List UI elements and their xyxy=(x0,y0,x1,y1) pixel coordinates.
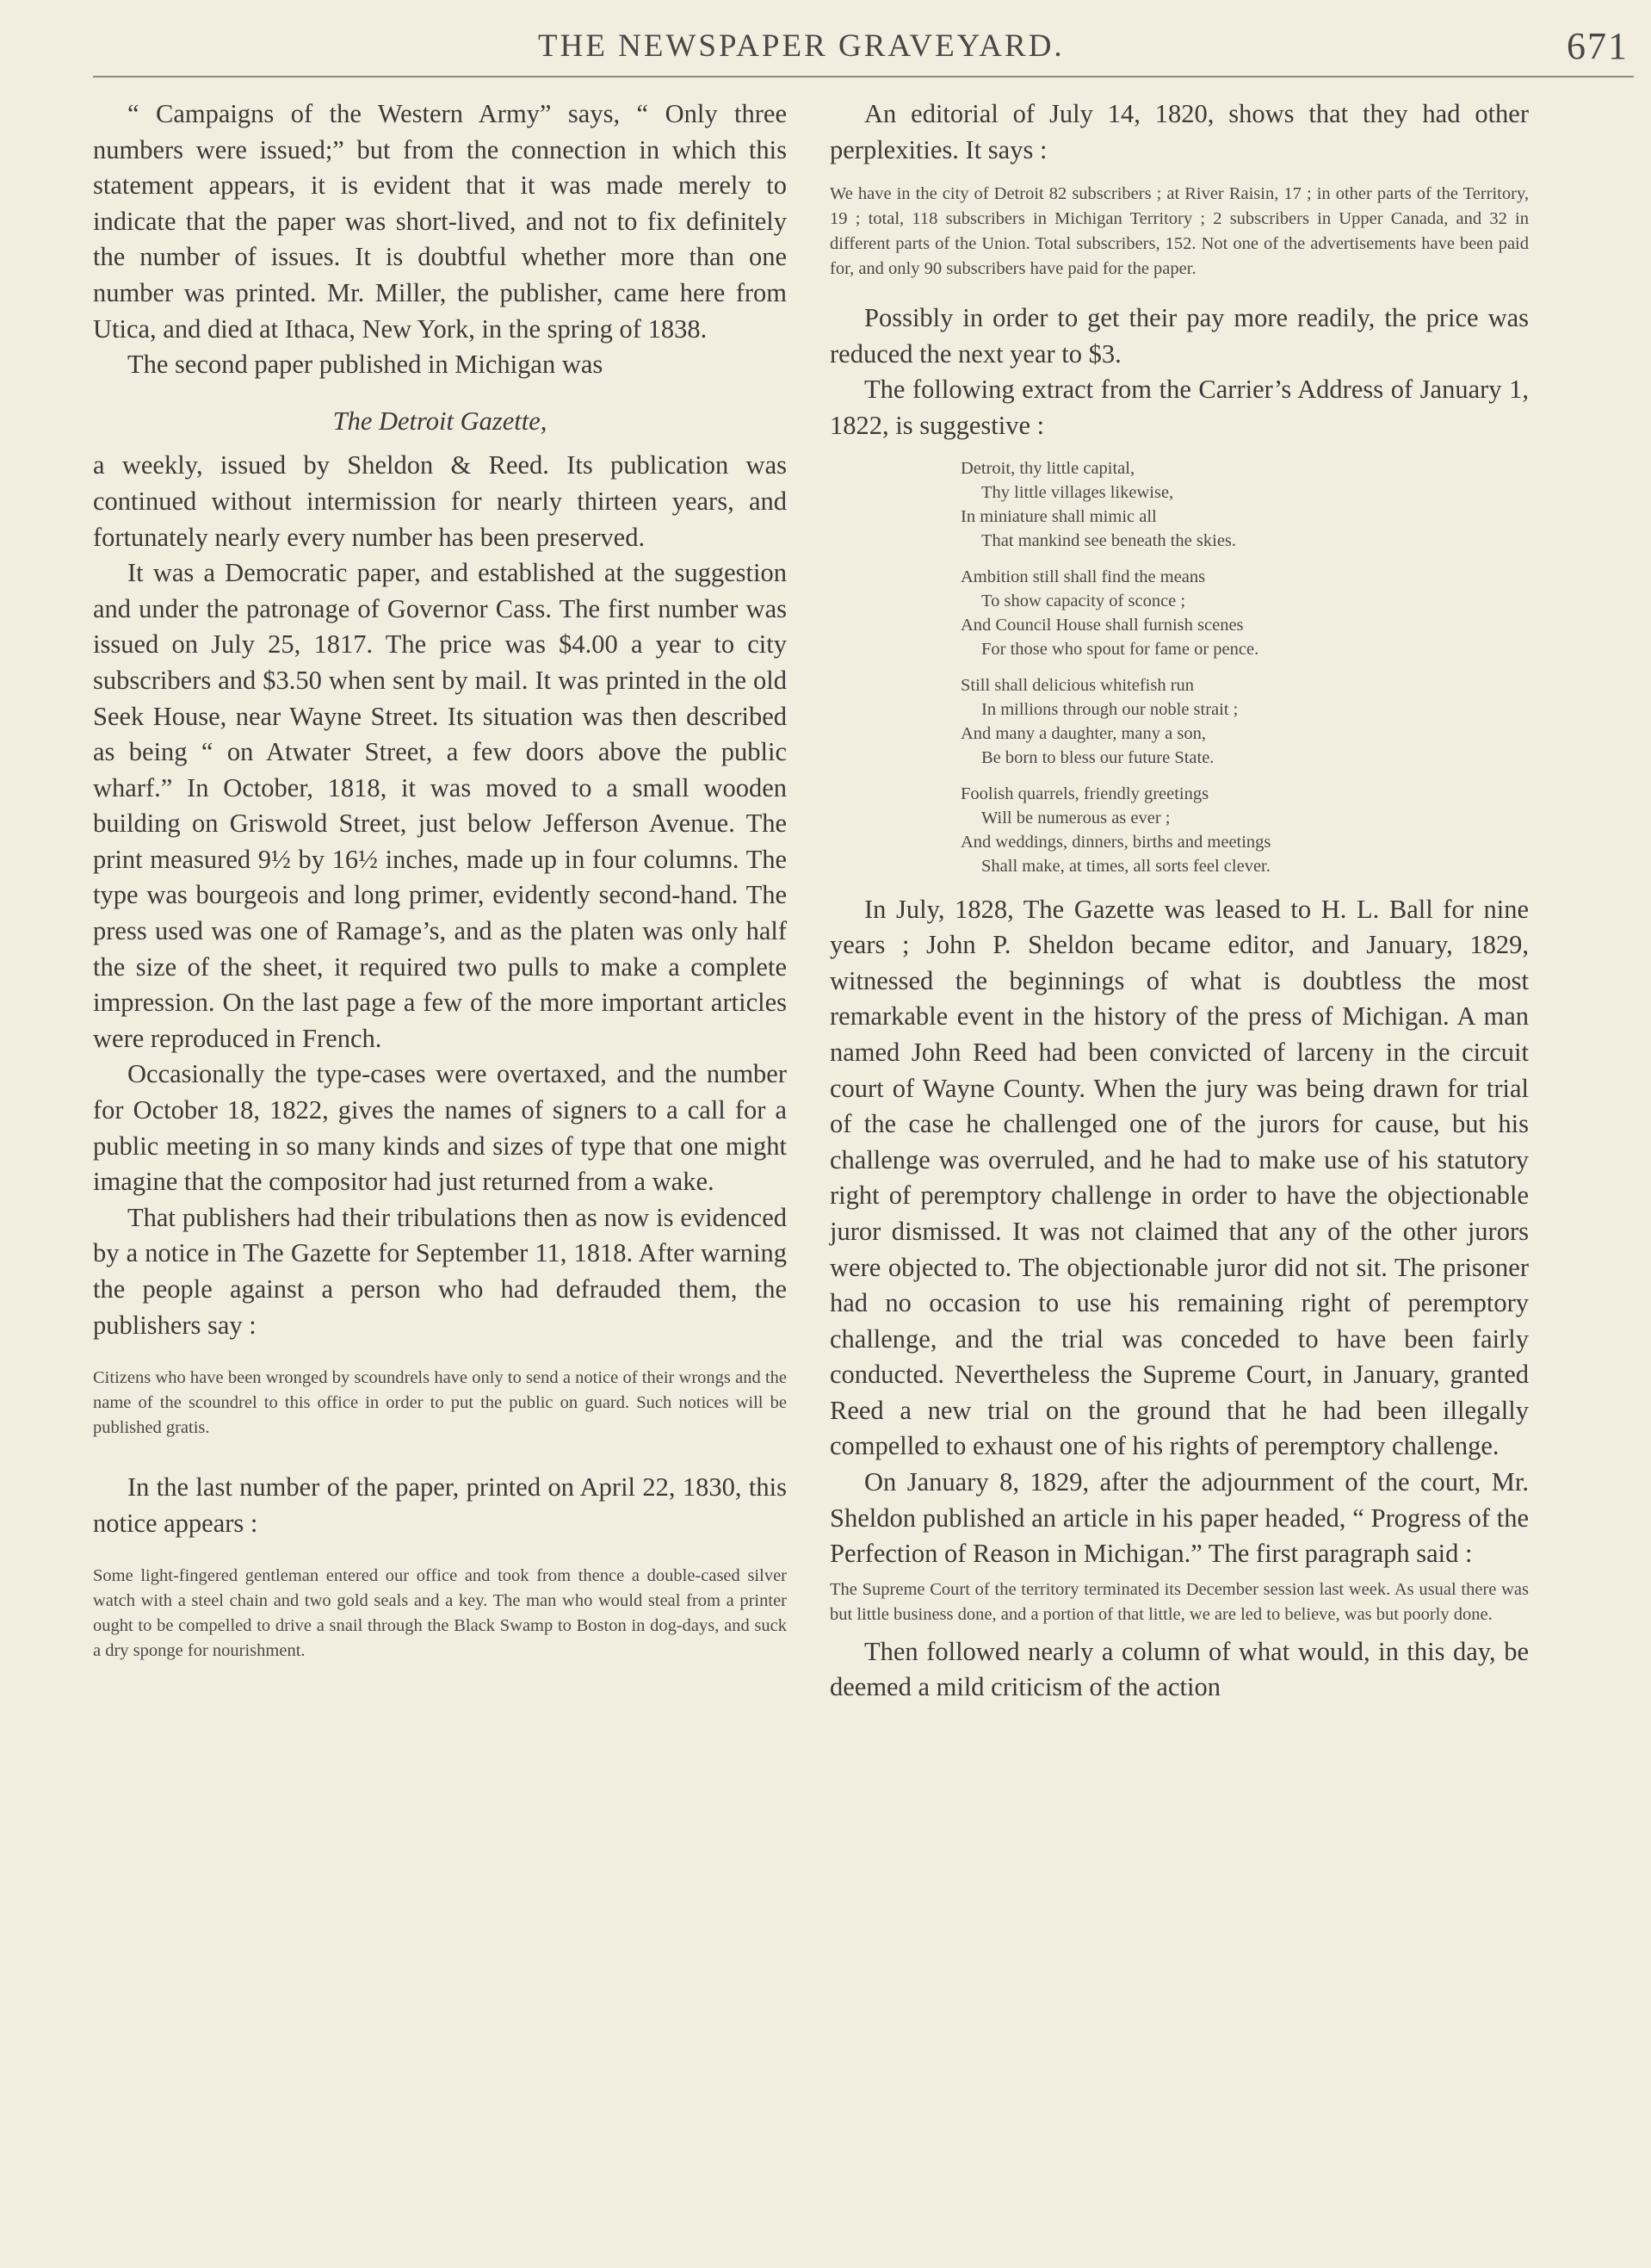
poem-line: And many a daughter, many a son, xyxy=(961,723,1206,743)
poem-line: In millions through our noble strait ; xyxy=(981,699,1239,719)
header-rule xyxy=(93,76,1634,77)
paragraph: The following extract from the Carrier’s Address of January 1, 1822, is suggestive : xyxy=(830,375,1529,440)
poem-stanza xyxy=(961,673,1529,770)
poem-line: For those who spout for fame or pence. xyxy=(981,639,1259,659)
block-quote: The Supreme Court of the territory terminated its December session last week. As usual there was but little business done, and a portion of that little, we are led to believe, was but poorly done. xyxy=(830,1579,1529,1624)
poem-line: Detroit, thy little capital, xyxy=(961,458,1135,478)
paragraph: On January 8, 1829, after the adjournment of the court, Mr. Sheldon published an article in his paper headed, “ Progress of the Perfection of Reason in Michigan.” The first paragraph said : xyxy=(830,1467,1529,1569)
paragraph: In July, 1828, The Gazette was leased to H. L. Ball for nine years ; John P. Sheldon became editor, and January, 1829, witnessed the beginnings of what is doubtless the most remarkable event in the history of the press of Michigan. A man named John Reed had been convicted of larceny in the circuit court of Wayne County. When the jury was being drawn for trial of the case he challenged one of the jurors for cause, but his challenge was overruled, and he had to make use of his statutory right of peremptory challenge in order to have the objectionable juror dismissed. It was not claimed that any of the other jurors were objected to. The objectionable juror did not sit. The prisoner had no occasion to use his remaining right of peremptory challenge, and the trial was conceded to have been fairly conducted. Nevertheless the Supreme Court, in January, granted Reed a new trial on the ground that he had been illegally compelled to exhaust one of his rights of peremptory challenge. xyxy=(830,894,1529,1461)
page-header xyxy=(0,25,1651,79)
poem-line: Be born to bless our future State. xyxy=(981,747,1215,767)
paragraph: Then followed nearly a column of what would, in this day, be deemed a mild criticism of the action xyxy=(830,1636,1529,1702)
newspaper-title: The Detroit Gazette, xyxy=(332,406,547,436)
poem-line: Will be numerous as ever ; xyxy=(981,808,1171,827)
block-quote: Some light-fingered gentleman entered our office and took from thence a double-cased silver watch with a steel chain and two gold seals and a key. The man who would steal from a printer ought to be compelled to drive a snail through the Black Swamp to Boston in dog-days, and suck a dry sponge for nourishment. xyxy=(93,1566,787,1661)
paragraph: An editorial of July 14, 1820, shows that they had other perplexities. It says : xyxy=(830,99,1529,164)
page-number: 671 xyxy=(1567,25,1629,67)
paragraph: Occasionally the type-cases were overtaxed, and the number for October 18, 1822, gives the names of signers to a call for a public meeting in so many kinds and sizes of type that one might imagine that the compositor had just returned from a wake. xyxy=(93,1059,787,1197)
paragraph: It was a Democratic paper, and established at the suggestion and under the patronage of Governor Cass. The first number was issued on July 25, 1817. The price was $4.00 a year to city subscribers and $3.50 when sent by mail. It was printed in the old Seek House, near Wayne Street. Its situation was then described as being “ on Atwater Street, a few doors above the public wharf.” In October, 1818, it was moved to a small wooden building on Griswold Street, just below Jefferson Avenue. The print measured 9½ by 16½ inches, made up in four columns. The type was bourgeois and long primer, evidently second-hand. The press used was one of Ramage’s, and as the platen was only half the size of the sheet, it required two pulls to make a complete impression. On the last page a few of the more important articles were reproduced in French. xyxy=(93,558,787,1053)
poem-line: To show capacity of sconce ; xyxy=(981,591,1186,610)
paragraph: In the last number of the paper, printed on April 22, 1830, this notice appears : xyxy=(93,1472,787,1538)
poem xyxy=(830,456,1529,878)
paragraph: The second paper published in Michigan was xyxy=(127,350,603,380)
poem-line: Shall make, at times, all sorts feel clever. xyxy=(981,856,1271,876)
left-column xyxy=(93,96,787,1664)
poem-line: That mankind see beneath the skies. xyxy=(981,530,1237,550)
poem-line: Foolish quarrels, friendly greetings xyxy=(961,784,1209,803)
poem-stanza xyxy=(961,456,1529,553)
poem-line: In miniature shall mimic all xyxy=(961,506,1157,526)
poem-line: Still shall delicious whitefish run xyxy=(961,675,1195,695)
running-title: THE NEWSPAPER GRAVEYARD. xyxy=(538,28,1065,64)
paragraph: Possibly in order to get their pay more readily, the price was reduced the next year to $3. xyxy=(830,303,1529,369)
poem-stanza xyxy=(961,565,1529,661)
block-quote: Citizens who have been wronged by scoundrels have only to send a notice of their wrongs and the name of the scoundrel to this office in order to put the public on guard. Such notices will be published gratis. xyxy=(93,1368,787,1438)
poem-stanza xyxy=(961,782,1529,878)
paragraph: a weekly, issued by Sheldon & Reed. Its publication was continued without intermission for nearly thirteen years, and fortunately nearly every number has been preserved. xyxy=(93,450,787,552)
right-column xyxy=(830,96,1529,1706)
poem-line: And Council House shall furnish scenes xyxy=(961,615,1244,635)
poem-line: Ambition still shall find the means xyxy=(961,567,1206,586)
paragraph: That publishers had their tribulations then as now is evidenced by a notice in The Gazette for September 11, 1818. After warning the people against a person who had defrauded them, the publishers say : xyxy=(93,1202,787,1340)
block-quote: We have in the city of Detroit 82 subscribers ; at River Raisin, 17 ; in other parts of the Territory, 19 ; total, 118 subscribers in Michigan Territory ; 2 subscribers in Upper Canada, and 32 in different parts of the Union. Total subscribers, 152. Not one of the advertisements have been paid for, and only 90 subscribers have paid for the paper. xyxy=(830,184,1529,279)
poem-line: And weddings, dinners, births and meetings xyxy=(961,832,1271,852)
poem-line: Thy little villages likewise, xyxy=(981,482,1174,502)
paragraph: “ Campaigns of the Western Army” says, “ Only three numbers were issued;” but from the connection in which this statement appears, it is evident that it was made merely to indicate that the paper was short-lived, and not to fix definitely the number of issues. It is doubtful whether more than one number was printed. Mr. Miller, the publisher, came here from Utica, and died at Ithaca, New York, in the spring of 1838. xyxy=(93,99,787,344)
